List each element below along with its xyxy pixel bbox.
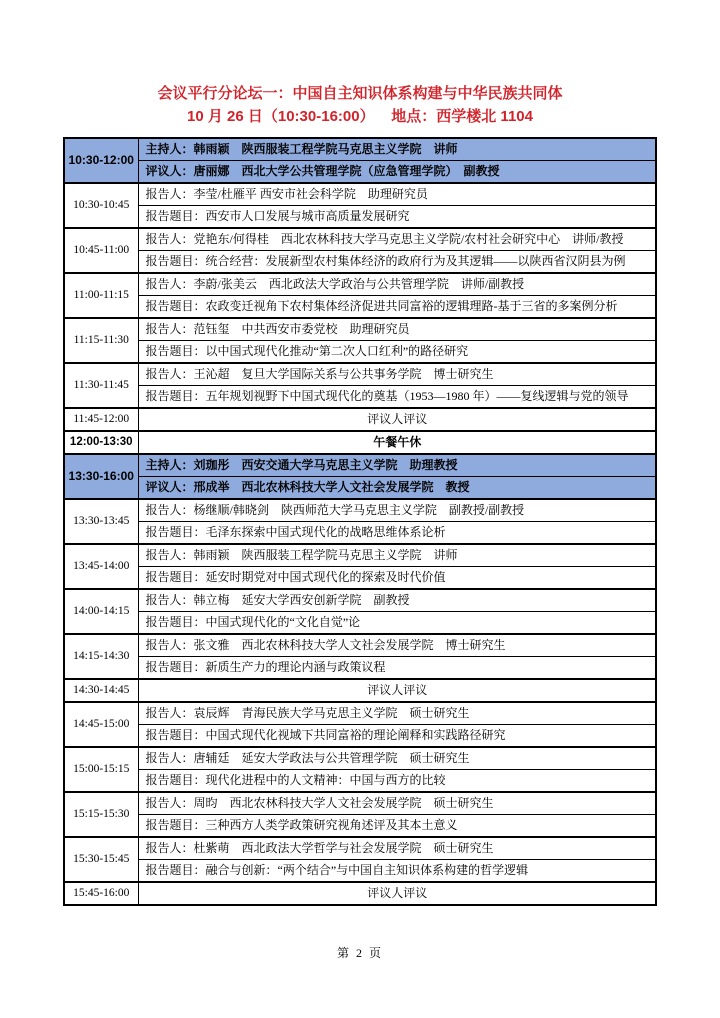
center-text-cell: 评议人评议 (138, 408, 656, 431)
talk-row (64, 589, 656, 612)
speaker-cell: 报告人：张文雅 西北农林科技大学人文社会发展学院 博士研究生 (138, 634, 656, 657)
center-row (64, 679, 656, 702)
session-moderator-line: 主持人：刘珈彤 西安交通大学马克思主义学院 助理教授 (138, 454, 656, 477)
talk-topic-row (64, 657, 656, 680)
topic-cell: 报告题目：融合与创新：“两个结合”与中国自主知识体系构建的哲学逻辑 (138, 860, 656, 883)
topic-cell: 报告题目：三种西方人类学政策研究视角述评及其本土意义 (138, 815, 656, 838)
time-cell: 10:45-11:00 (64, 228, 138, 273)
speaker-cell: 报告人：韩雨颖 陕西服装工程学院马克思主义学院 讲师 (138, 544, 656, 567)
session-header-row (64, 161, 656, 184)
talk-row (64, 273, 656, 296)
time-cell: 14:00-14:15 (64, 589, 138, 634)
topic-cell: 报告题目：西安市人口发展与城市高质量发展研究 (138, 206, 656, 229)
time-cell: 10:30-10:45 (64, 183, 138, 228)
speaker-cell: 报告人：袁辰辉 青海民族大学马克思主义学院 硕士研究生 (138, 702, 656, 725)
time-cell: 11:30-11:45 (64, 363, 138, 408)
time-cell: 15:45-16:00 (64, 882, 138, 905)
talk-row (64, 363, 656, 386)
speaker-cell: 报告人：党艳东/何得桂 西北农林科技大学马克思主义学院/农村社会研究中心 讲师/教授 (138, 228, 656, 251)
schedule-table (63, 137, 657, 906)
time-cell: 15:00-15:15 (64, 747, 138, 792)
talk-row (64, 499, 656, 522)
talk-topic-row (64, 770, 656, 793)
speaker-cell: 报告人：杜紫萌 西北政法大学哲学与社会发展学院 硕士研究生 (138, 837, 656, 860)
time-cell: 15:30-15:45 (64, 837, 138, 882)
talk-row (64, 183, 656, 206)
speaker-cell: 报告人：杨继顺/韩晓剑 陕西师范大学马克思主义学院 副教授/副教授 (138, 499, 656, 522)
topic-cell: 报告题目：以中国式现代化推动“第二次人口红利”的路径研究 (138, 341, 656, 364)
center-row (64, 431, 656, 454)
time-cell: 14:30-14:45 (64, 679, 138, 702)
center-row (64, 408, 656, 431)
time-cell: 15:15-15:30 (64, 792, 138, 837)
talk-topic-row (64, 725, 656, 748)
talk-topic-row (64, 206, 656, 229)
time-cell: 13:30-13:45 (64, 499, 138, 544)
talk-row (64, 318, 656, 341)
topic-cell: 报告题目：延安时期党对中国式现代化的探索及时代价值 (138, 567, 656, 590)
talk-row (64, 228, 656, 251)
center-row (64, 882, 656, 905)
talk-row (64, 702, 656, 725)
time-cell: 11:15-11:30 (64, 318, 138, 363)
topic-cell: 报告题目：中国式现代化的“文化自觉”论 (138, 612, 656, 635)
session-header-row (64, 454, 656, 477)
talk-row (64, 792, 656, 815)
talk-row (64, 837, 656, 860)
topic-cell: 报告题目：毛泽东探索中国式现代化的战略思维体系论析 (138, 522, 656, 545)
talk-row (64, 747, 656, 770)
session-header-row (64, 477, 656, 500)
talk-topic-row (64, 815, 656, 838)
page-footer: 第 2 页 (336, 946, 383, 960)
session-header-row (64, 138, 656, 161)
session-discussant-line: 评议人：唐丽娜 西北大学公共管理学院（应急管理学院） 副教授 (138, 161, 656, 184)
time-cell: 10:30-12:00 (64, 138, 138, 183)
talk-row (64, 544, 656, 567)
speaker-cell: 报告人：王沁超 复旦大学国际关系与公共事务学院 博士研究生 (138, 363, 656, 386)
talk-topic-row (64, 341, 656, 364)
time-cell: 13:45-14:00 (64, 544, 138, 589)
speaker-cell: 报告人：唐辅廷 延安大学政法与公共管理学院 硕士研究生 (138, 747, 656, 770)
speaker-cell: 报告人：韩立梅 延安大学西安创新学院 副教授 (138, 589, 656, 612)
speaker-cell: 报告人：范钰玺 中共西安市委党校 助理研究员 (138, 318, 656, 341)
page-title: 会议平行分论坛一：中国自主知识体系构建与中华民族共同体 (157, 85, 563, 102)
time-cell: 14:45-15:00 (64, 702, 138, 747)
talk-topic-row (64, 296, 656, 319)
topic-cell: 报告题目：农政变迁视角下农村集体经济促进共同富裕的逻辑理路-基于三省的多案例分析 (138, 296, 656, 319)
speaker-cell: 报告人：周昀 西北农林科技大学人文社会发展学院 硕士研究生 (138, 792, 656, 815)
talk-topic-row (64, 612, 656, 635)
session-moderator-line: 主持人：韩雨颖 陕西服装工程学院马克思主义学院 讲师 (138, 138, 656, 161)
speaker-cell: 报告人：李蔚/张美云 西北政法大学政治与公共管理学院 讲师/副教授 (138, 273, 656, 296)
topic-cell: 报告题目：五年规划视野下中国式现代化的奠基（1953—1980 年）——复线逻辑与党的领导 (138, 386, 656, 409)
time-cell: 11:45-12:00 (64, 408, 138, 431)
center-text-cell: 午餐午休 (138, 431, 656, 454)
talk-topic-row (64, 386, 656, 409)
talk-topic-row (64, 567, 656, 590)
center-text-cell: 评议人评议 (138, 882, 656, 905)
talk-row (64, 634, 656, 657)
page-subtitle: 10 月 26 日（10:30-16:00） 地点：西学楼北 1104 (187, 108, 533, 125)
topic-cell: 报告题目：统合经营：发展新型农村集体经济的政府行为及其逻辑——以陕西省汉阴县为例 (138, 251, 656, 274)
talk-topic-row (64, 522, 656, 545)
topic-cell: 报告题目：新质生产力的理论内涵与政策议程 (138, 657, 656, 680)
time-cell: 13:30-16:00 (64, 454, 138, 499)
topic-cell: 报告题目：中国式现代化视域下共同富裕的理论阐释和实践路径研究 (138, 725, 656, 748)
topic-cell: 报告题目：现代化进程中的人文精神：中国与西方的比较 (138, 770, 656, 793)
speaker-cell: 报告人：李莹/杜雁平 西安市社会科学院 助理研究员 (138, 183, 656, 206)
center-text-cell: 评议人评议 (138, 679, 656, 702)
session-discussant-line: 评议人：邢成举 西北农林科技大学人文社会发展学院 教授 (138, 477, 656, 500)
time-cell: 12:00-13:30 (64, 431, 138, 454)
time-cell: 11:00-11:15 (64, 273, 138, 318)
time-cell: 14:15-14:30 (64, 634, 138, 679)
talk-topic-row (64, 251, 656, 274)
talk-topic-row (64, 860, 656, 883)
